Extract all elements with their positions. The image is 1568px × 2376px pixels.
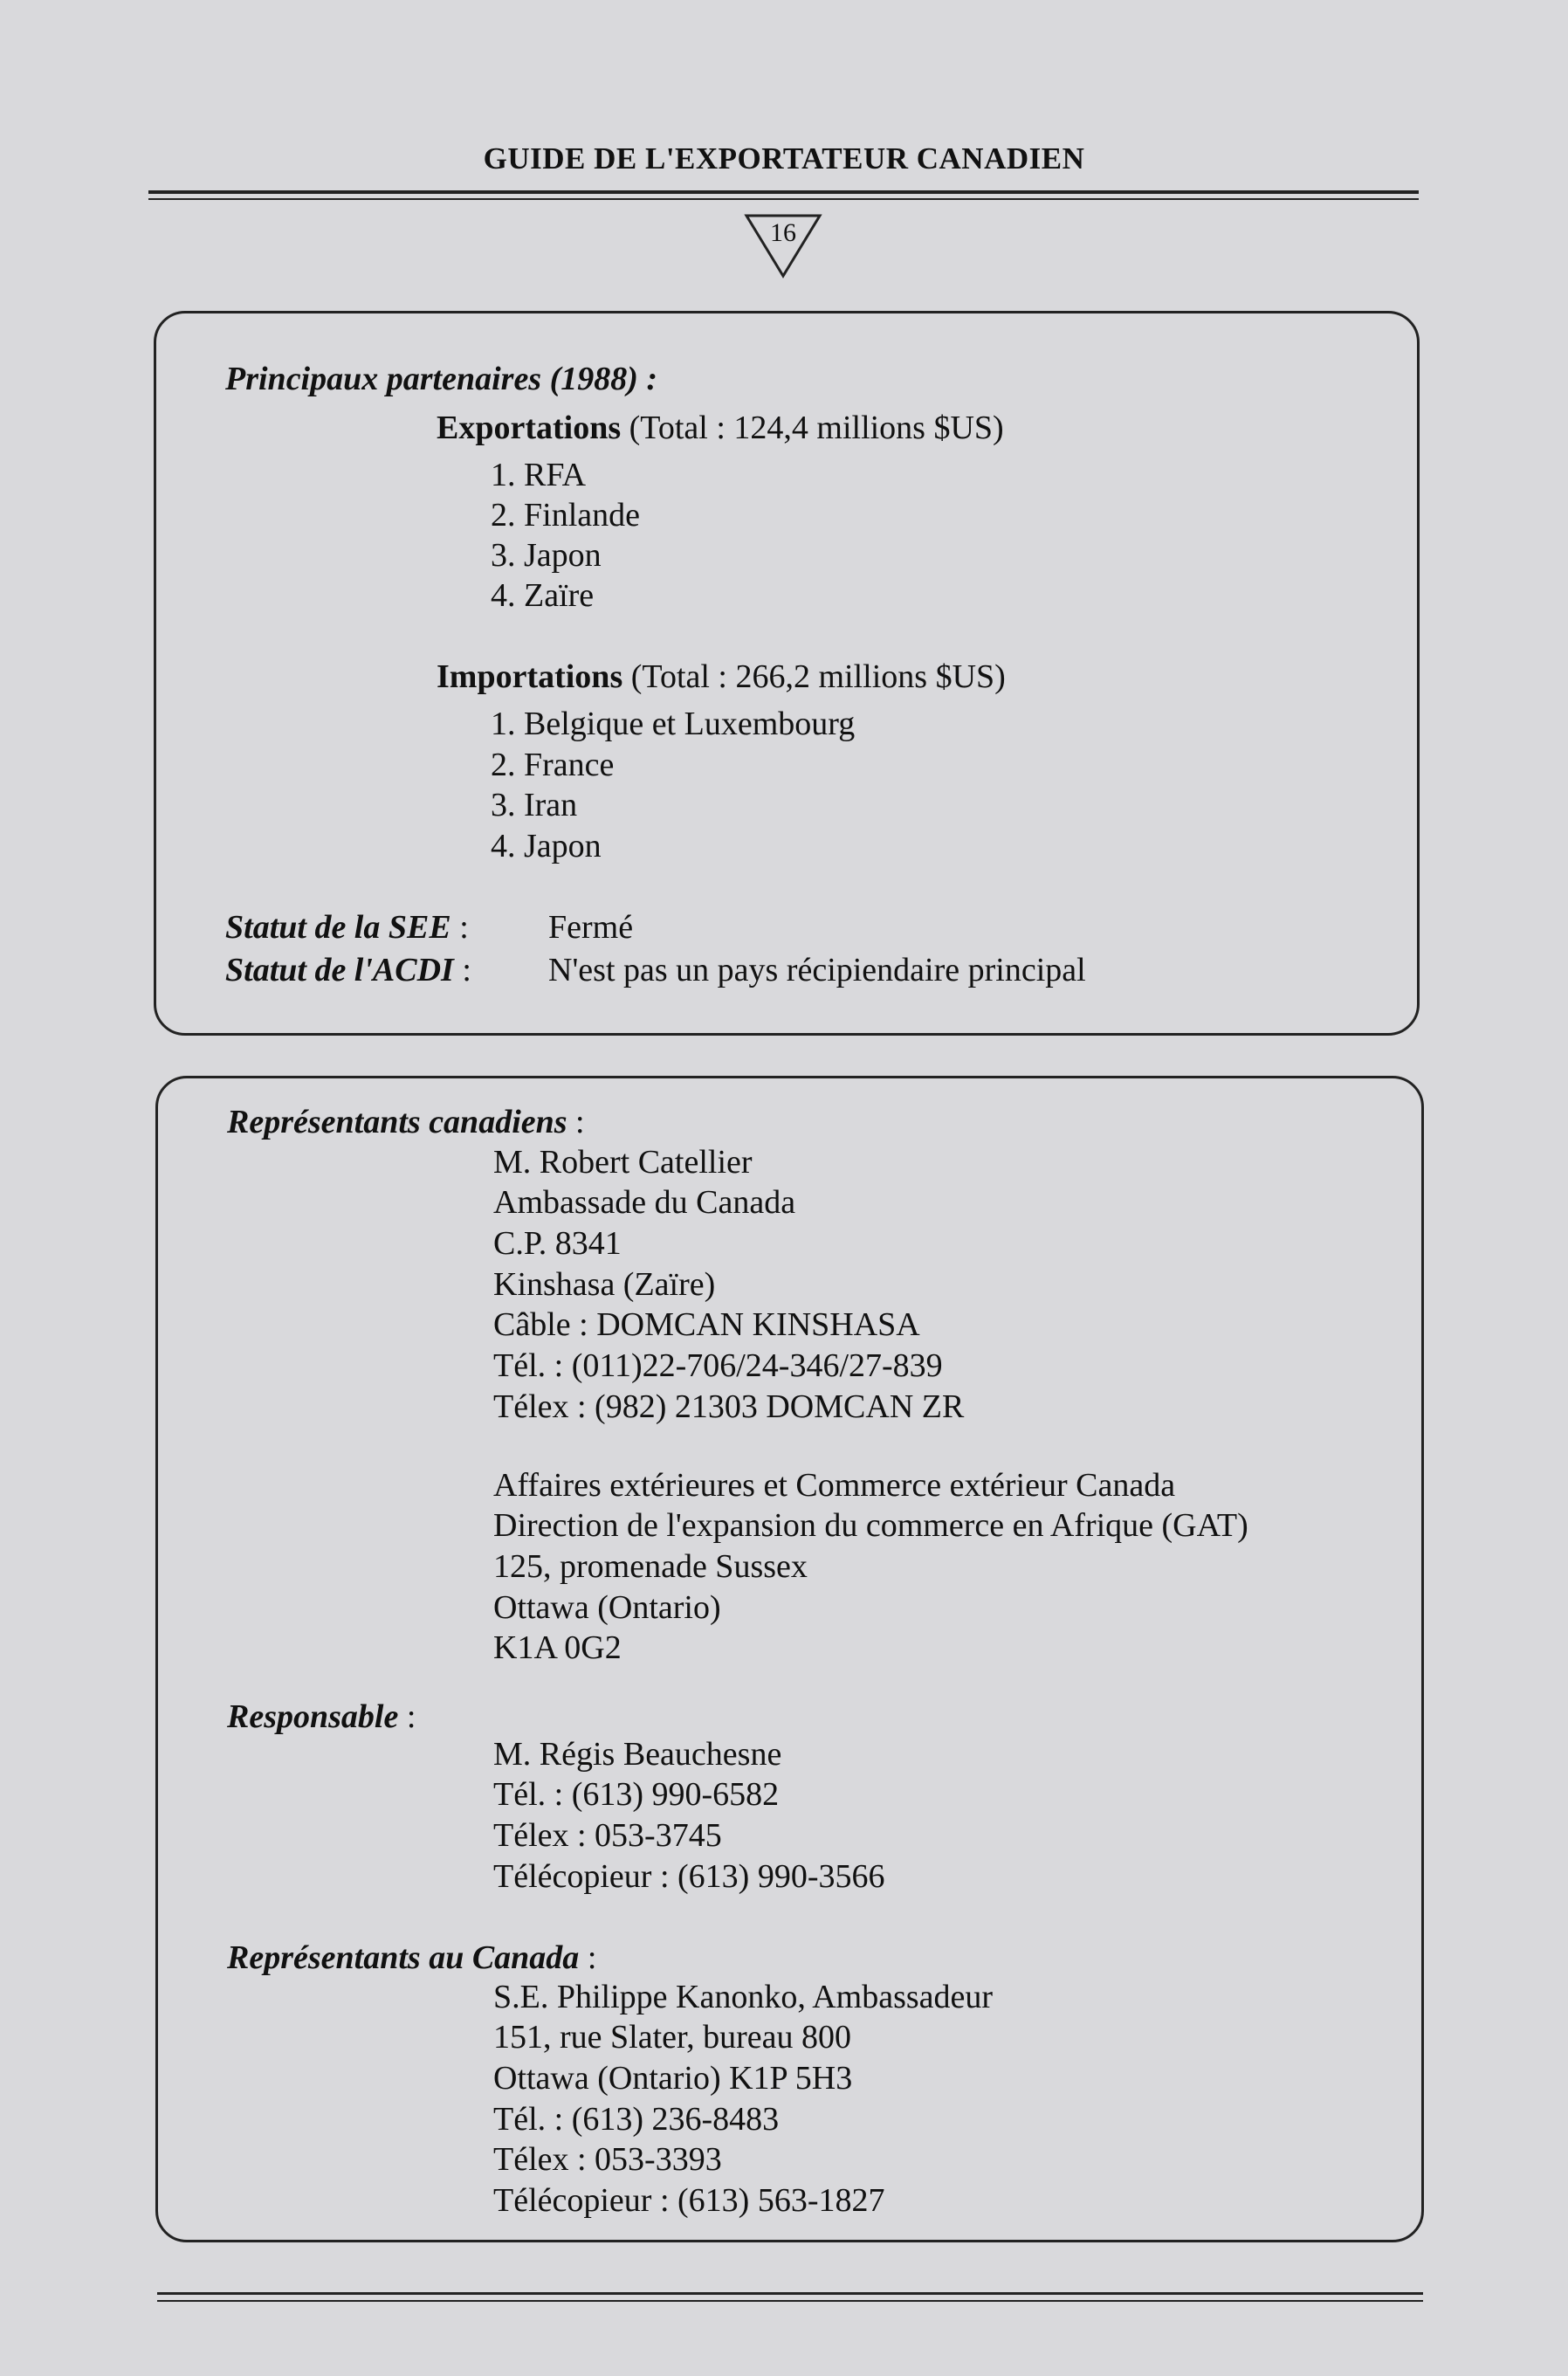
imports-total: (Total : 266,2 millions $US) [630, 658, 1006, 695]
export-item: 1. RFA [491, 457, 587, 493]
ottawa-office-line: 125, promenade Sussex [493, 1548, 808, 1585]
running-header: GUIDE DE L'EXPORTATEUR CANADIEN [483, 141, 1085, 176]
reps-in-canada-line: Télex : 053-3393 [493, 2141, 722, 2178]
ottawa-office-line: K1A 0G2 [493, 1629, 622, 1666]
exports-line [437, 411, 1004, 444]
reps-in-canada-heading-label: Représentants au Canada [227, 1939, 580, 1976]
exports-label: Exportations [437, 410, 622, 446]
imports-line [437, 660, 1006, 693]
import-item: 1. Belgique et Luxembourg [491, 706, 856, 742]
page-number-badge [744, 213, 822, 279]
canadian-reps-heading [227, 1105, 585, 1139]
reps-in-canada-line: S.E. Philippe Kanonko, Ambassadeur [493, 1979, 994, 2015]
ottawa-office-line: Affaires extérieures et Commerce extérieur Canada [493, 1467, 1176, 1504]
reps-in-canada-line: Tél. : (613) 236-8483 [493, 2101, 780, 2138]
acdi-status-value: N'est pas un pays récipiendaire principal [548, 952, 1086, 988]
header-rule-thin [148, 198, 1419, 200]
ottawa-office-line: Ottawa (Ontario) [493, 1589, 721, 1626]
canadian-reps-heading-label: Représentants canadiens [227, 1104, 567, 1140]
embassy-line: Tél. : (011)22-706/24-346/27-839 [493, 1347, 943, 1384]
responsible-line: Tél. : (613) 990-6582 [493, 1776, 780, 1813]
export-item: 4. Zaïre [491, 577, 595, 614]
embassy-line: C.P. 8341 [493, 1225, 622, 1262]
embassy-line: Télex : (982) 21303 DOMCAN ZR [493, 1388, 965, 1425]
responsible-line: Télécopieur : (613) 990-3566 [493, 1858, 885, 1895]
see-status-line [225, 911, 469, 944]
acdi-status-colon: : [462, 952, 471, 988]
see-status-colon: : [459, 909, 469, 946]
responsible-heading-label: Responsable [227, 1698, 399, 1735]
import-item: 4. Japon [491, 828, 602, 864]
embassy-line: Kinshasa (Zaïre) [493, 1266, 716, 1303]
header-rule-thick [148, 190, 1419, 194]
responsible-line: M. Régis Beauchesne [493, 1736, 782, 1773]
partners-heading: Principaux partenaires (1988) : [225, 361, 658, 397]
export-item: 2. Finlande [491, 497, 640, 534]
page-number: 16 [770, 218, 796, 247]
canadian-reps-heading-colon: : [575, 1104, 585, 1140]
embassy-line: Ambassade du Canada [493, 1184, 796, 1221]
reps-in-canada-line: Ottawa (Ontario) K1P 5H3 [493, 2060, 853, 2097]
imports-label: Importations [437, 658, 623, 695]
acdi-status-label: Statut de l'ACDI [225, 952, 454, 988]
reps-in-canada-line: 151, rue Slater, bureau 800 [493, 2019, 852, 2056]
see-status-value: Fermé [548, 909, 634, 946]
export-item: 3. Japon [491, 537, 602, 574]
footer-rule-thick [157, 2292, 1423, 2295]
import-item: 3. Iran [491, 787, 578, 823]
see-status-label: Statut de la SEE [225, 909, 451, 946]
embassy-line: M. Robert Catellier [493, 1144, 753, 1181]
reps-in-canada-line: Télécopieur : (613) 563-1827 [493, 2182, 885, 2219]
footer-rule-thin [157, 2300, 1423, 2302]
reps-in-canada-heading [227, 1941, 596, 1974]
embassy-line: Câble : DOMCAN KINSHASA [493, 1306, 920, 1343]
import-item: 2. France [491, 747, 615, 783]
acdi-status-line [225, 954, 471, 987]
ottawa-office-line: Direction de l'expansion du commerce en Afrique (GAT) [493, 1507, 1248, 1544]
exports-total: (Total : 124,4 millions $US) [629, 410, 1004, 446]
reps-in-canada-heading-colon: : [587, 1939, 597, 1976]
responsible-heading [227, 1700, 416, 1733]
responsible-heading-colon: : [406, 1698, 416, 1735]
responsible-line: Télex : 053-3745 [493, 1817, 722, 1854]
